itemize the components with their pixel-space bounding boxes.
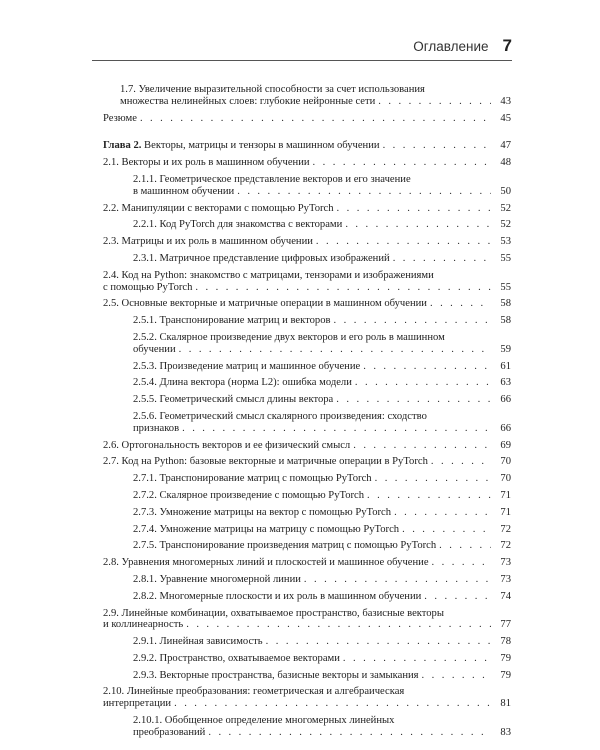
toc-entry-line [133, 219, 491, 231]
dot-leader [402, 524, 491, 536]
toc-entry-title [133, 344, 176, 356]
toc-entry-title [133, 507, 391, 519]
toc-entry-title-text: признаков [133, 422, 180, 434]
toc-entry-line [133, 524, 491, 536]
toc-entry-line [120, 96, 491, 108]
toc-entry-title-text: 2.5.1. Транспонирование матриц и векторов [133, 315, 331, 327]
toc-entry[interactable] [103, 440, 511, 452]
toc-entry[interactable] [103, 557, 511, 569]
dot-leader [208, 727, 491, 739]
toc-entry-title [103, 298, 427, 310]
toc-entry-title [103, 157, 310, 169]
toc-entry-line [133, 540, 491, 552]
toc-page-number: 55 [500, 281, 511, 293]
toc-entry-line [103, 619, 491, 631]
toc-entry-title [103, 140, 380, 152]
toc-page-number: 43 [500, 95, 511, 107]
dot-leader [195, 282, 491, 294]
dot-leader [394, 507, 491, 519]
toc-entry[interactable] [103, 113, 511, 125]
dot-leader [367, 490, 491, 502]
dot-leader [313, 157, 491, 169]
toc-entry-title [133, 574, 301, 586]
toc-entry-title-line: 2.9. Линейные комбинации, охватываемое пространство, базисные векторы [103, 607, 444, 619]
toc-page-number: 78 [500, 636, 511, 648]
toc-entry-line [133, 670, 491, 682]
dot-leader [393, 253, 491, 265]
toc-entry-line [133, 253, 491, 265]
toc-entry[interactable] [103, 574, 511, 586]
toc-entry-title [133, 186, 234, 198]
toc-entry-title-text: 2.5.5. Геометрический смысл длины вектора [133, 394, 334, 406]
toc-entry-title-text: в машинном обучении [133, 185, 235, 197]
toc-page-number: 55 [500, 252, 511, 264]
toc-entry-line [133, 591, 491, 603]
toc-entry-title [133, 490, 364, 502]
toc-page-number: 59 [500, 343, 511, 355]
dot-leader [140, 113, 491, 125]
dot-leader [174, 698, 491, 710]
toc-page-number: 70 [500, 456, 511, 468]
toc-entry-line [103, 440, 491, 452]
toc-entry[interactable] [103, 411, 511, 435]
dot-leader [363, 361, 491, 373]
toc-entry-title-text: 2.1. Векторы и их роль в машинном обучении [103, 157, 310, 169]
toc-page-number: 47 [500, 140, 511, 152]
toc-entry-line [103, 557, 491, 569]
dot-leader [266, 636, 491, 648]
toc-entry-title [133, 315, 331, 327]
dot-leader [336, 394, 491, 406]
toc-page-number: 48 [500, 157, 511, 169]
toc-entry-line [133, 507, 491, 519]
toc-entry-line [133, 377, 491, 389]
toc-entry[interactable] [103, 670, 511, 682]
toc-entry[interactable] [103, 174, 511, 198]
toc-entry-line [103, 698, 491, 710]
toc-entry[interactable] [103, 394, 511, 406]
toc-entry-line [133, 490, 491, 502]
toc-entry-line [103, 236, 491, 248]
toc-entry[interactable] [103, 157, 511, 169]
toc-entry[interactable] [103, 84, 511, 108]
toc-page-number: 79 [500, 669, 511, 681]
toc-page-number: 52 [500, 202, 511, 214]
toc-entry-title [133, 253, 390, 265]
dot-leader [430, 298, 491, 310]
toc-entry-title [103, 236, 313, 248]
toc-entry-title [133, 423, 179, 435]
toc-entry[interactable] [103, 270, 511, 294]
dot-leader [424, 591, 491, 603]
toc-entry-title-text: 2.8.2. Многомерные плоскости и их роль в машинном обучении [133, 590, 422, 602]
toc-entry-line [103, 298, 491, 310]
toc-page-number: 63 [500, 377, 511, 389]
toc-entry-line [133, 574, 491, 586]
dot-leader [355, 377, 491, 389]
toc-entry-title-text: 2.5.4. Длина вектора (норма L2): ошибка модели [133, 377, 352, 389]
toc-page-number: 73 [500, 573, 511, 585]
toc-entry-title [103, 113, 137, 125]
toc-entry-title-text: 2.9.1. Линейная зависимость [133, 636, 263, 648]
toc-entry[interactable] [103, 377, 511, 389]
toc-entry-title-text: 2.8. Уравнения многомерных линий и плоскостей и машинное обучение [103, 557, 429, 569]
toc-entry-title [103, 557, 429, 569]
toc-entry-title-line: 2.10. Линейные преобразования: геометрическая и алгебраическая [103, 686, 405, 698]
toc-page-number: 66 [500, 394, 511, 406]
toc-entry-title-text: 2.3.1. Матричное представление цифровых изображений [133, 252, 390, 264]
toc-entry-title-line: 1.7. Увеличение выразительной способности за счет использования [120, 84, 425, 95]
dot-leader [422, 670, 491, 682]
toc-entry-title [133, 219, 342, 231]
toc-page-number: 53 [500, 236, 511, 248]
toc-page-number: 71 [500, 489, 511, 501]
toc-page-number: 77 [500, 619, 511, 631]
toc-entry[interactable] [103, 298, 511, 310]
toc-entry-line [133, 394, 491, 406]
toc-entry[interactable] [103, 686, 511, 710]
toc-entry-title [133, 524, 399, 536]
page-number: 7 [502, 36, 512, 55]
toc-entry-title-text: преобразований [133, 726, 206, 738]
header-title: Оглавление [413, 39, 489, 54]
dot-leader [383, 140, 491, 152]
toc-entry[interactable] [103, 203, 511, 215]
toc-entry-title [133, 394, 333, 406]
toc-entry-title [133, 670, 419, 682]
toc-entry[interactable] [103, 591, 511, 603]
toc-entry[interactable] [103, 715, 511, 739]
toc-entry-title-text: 2.5. Основные векторные и матричные операции в машинном обучении [103, 298, 427, 310]
toc-page-number: 50 [500, 185, 511, 197]
toc-entry-title-line: 2.10.1. Обобщенное определение многомерных линейных [133, 715, 395, 727]
toc-chapter-entry[interactable] [103, 140, 511, 152]
toc-page-number: 61 [500, 360, 511, 372]
toc-entry[interactable] [103, 490, 511, 502]
toc-entry-title-text: 2.5.3. Произведение матриц и машинное обучение [133, 360, 361, 372]
toc-entry-title-text: 2.8.1. Уравнение многомерной линии [133, 573, 301, 585]
toc-entry-title [133, 377, 352, 389]
toc-entry-title-line: 2.5.2. Скалярное произведение двух векторов и его роль в машинном [133, 331, 445, 343]
toc-entry-title-text: обучении [133, 343, 176, 355]
toc-entry[interactable] [103, 361, 511, 373]
toc-entry-title-text: 2.7.1. Транспонирование матриц с помощью PyTorch [133, 473, 372, 485]
toc-page-number: 66 [500, 422, 511, 434]
dot-leader [345, 219, 491, 231]
toc-entry-line [103, 113, 491, 125]
toc-page-number: 70 [500, 473, 511, 485]
dot-leader [179, 344, 491, 356]
dot-leader [334, 315, 491, 327]
toc-entry-title-text: 2.9.2. Пространство, охватываемое векторами [133, 652, 340, 664]
toc-entry[interactable] [103, 507, 511, 519]
toc-entry[interactable] [103, 253, 511, 265]
toc-entry-line [103, 282, 491, 294]
toc-page-number: 79 [500, 652, 511, 664]
chapter-label: Глава 2. [103, 140, 142, 152]
toc-entry-title-text: 2.6. Ортогональность векторов и ее физический смысл [103, 439, 351, 451]
toc-entry[interactable] [103, 653, 511, 665]
header-rule [92, 60, 512, 61]
toc-entry-line [133, 186, 491, 198]
toc-entry-title-text: 2.3. Матрицы и их роль в машинном обучении [103, 236, 313, 248]
toc-entry-line [133, 473, 491, 485]
toc-entry[interactable] [103, 219, 511, 231]
toc-entry[interactable] [103, 608, 511, 632]
toc-entry[interactable] [103, 540, 511, 552]
toc-entry-title-text: 2.9.3. Векторные пространства, базисные векторы и замыкания [133, 669, 419, 681]
toc-entry-title [133, 591, 421, 603]
toc-entry-title [133, 727, 205, 739]
dot-leader [378, 96, 491, 108]
toc-entry-title-text: Векторы, матрицы и тензоры в машинном обучении [141, 140, 380, 152]
dot-leader [304, 574, 491, 586]
toc-entry-title [103, 698, 171, 710]
dot-leader [337, 203, 491, 215]
dot-leader [375, 473, 491, 485]
toc-entry-title-text: 2.7.4. Умножение матрицы на матрицу с помощью PyTorch [133, 523, 400, 535]
toc-entry-title-text: 2.7.3. Умножение матрицы на вектор с помощью PyTorch [133, 506, 392, 518]
toc-page-number: 69 [500, 439, 511, 451]
toc-entry-line [133, 727, 491, 739]
toc-entry-title-text: множества нелинейных слоев: глубокие нейронные сети [120, 95, 376, 107]
toc-entry-title [133, 653, 340, 665]
dot-leader [182, 423, 491, 435]
toc-page-number: 58 [500, 315, 511, 327]
toc-page-number: 58 [500, 298, 511, 310]
toc-entry[interactable] [103, 524, 511, 536]
toc-entry-title-line: 2.5.6. Геометрический смысл скалярного произведения: сходство [133, 410, 427, 422]
dot-leader [237, 186, 491, 198]
dot-leader [316, 236, 491, 248]
toc-entry-title-text: 2.7.2. Скалярное произведение с помощью PyTorch [133, 489, 365, 501]
dot-leader [439, 540, 491, 552]
toc-page-number: 72 [500, 540, 511, 552]
toc-entry-title-text: интерпретации [103, 698, 172, 710]
toc-entry-title-text: Резюме [103, 112, 137, 124]
toc-entry-title-text: 2.7.5. Транспонирование произведения матриц с помощью PyTorch [133, 540, 437, 552]
dot-leader [186, 619, 491, 631]
toc-entry-title-text: 2.2. Манипуляции с векторами с помощью PyTorch [103, 202, 334, 214]
toc-entry-title-text: и коллинеарность [103, 619, 184, 631]
toc-entry[interactable] [103, 236, 511, 248]
toc-page-number: 71 [500, 506, 511, 518]
toc-entry-title [133, 361, 360, 373]
toc-entry-line [103, 203, 491, 215]
toc-page-number: 72 [500, 523, 511, 535]
toc-entry-title [103, 203, 334, 215]
toc-entry-title [103, 619, 183, 631]
toc-entry-line [103, 456, 491, 468]
toc-entry[interactable] [103, 636, 511, 648]
toc-entry-title [103, 440, 350, 452]
toc-entry-line [133, 423, 491, 435]
toc-entry-title-text: 2.2.1. Код PyTorch для знакомства с векторами [133, 219, 343, 231]
dot-leader [343, 653, 491, 665]
toc-page-number: 52 [500, 219, 511, 231]
toc-entry-title-text: 2.7. Код на Python: базовые векторные и матричные операции в PyTorch [103, 456, 428, 468]
toc-entry-title [103, 282, 192, 294]
toc-page-number: 74 [500, 590, 511, 602]
running-header [413, 36, 512, 56]
toc-entry-title [133, 540, 436, 552]
toc-entry-title-line: 2.4. Код на Python: знакомство с матрицами, тензорами и изображениями [103, 269, 434, 281]
toc-entry-line [103, 140, 491, 152]
toc-page-number: 73 [500, 557, 511, 569]
toc-entry-title-text: с помощью PyTorch [103, 281, 193, 293]
toc-entry-line [133, 636, 491, 648]
table-of-contents [103, 84, 511, 744]
toc-entry-title [103, 456, 428, 468]
toc-entry-title [133, 636, 263, 648]
toc-entry-line [103, 157, 491, 169]
toc-entry-title-line: 2.1.1. Геометрическое представление векторов и его значение [133, 173, 411, 185]
dot-leader [432, 557, 491, 569]
toc-entry-line [133, 315, 491, 327]
toc-entry-line [133, 653, 491, 665]
toc-entry[interactable] [103, 473, 511, 485]
toc-entry-title [133, 473, 372, 485]
toc-page-number: 45 [500, 112, 511, 124]
toc-page-number: 83 [500, 726, 511, 738]
dot-leader [431, 456, 491, 468]
toc-entry-line [133, 344, 491, 356]
toc-entry-line [133, 361, 491, 373]
toc-entry-title [120, 96, 375, 108]
toc-page-number: 81 [500, 698, 511, 710]
dot-leader [353, 440, 491, 452]
toc-entry[interactable] [103, 315, 511, 327]
toc-entry[interactable] [103, 456, 511, 468]
toc-entry[interactable] [103, 332, 511, 356]
